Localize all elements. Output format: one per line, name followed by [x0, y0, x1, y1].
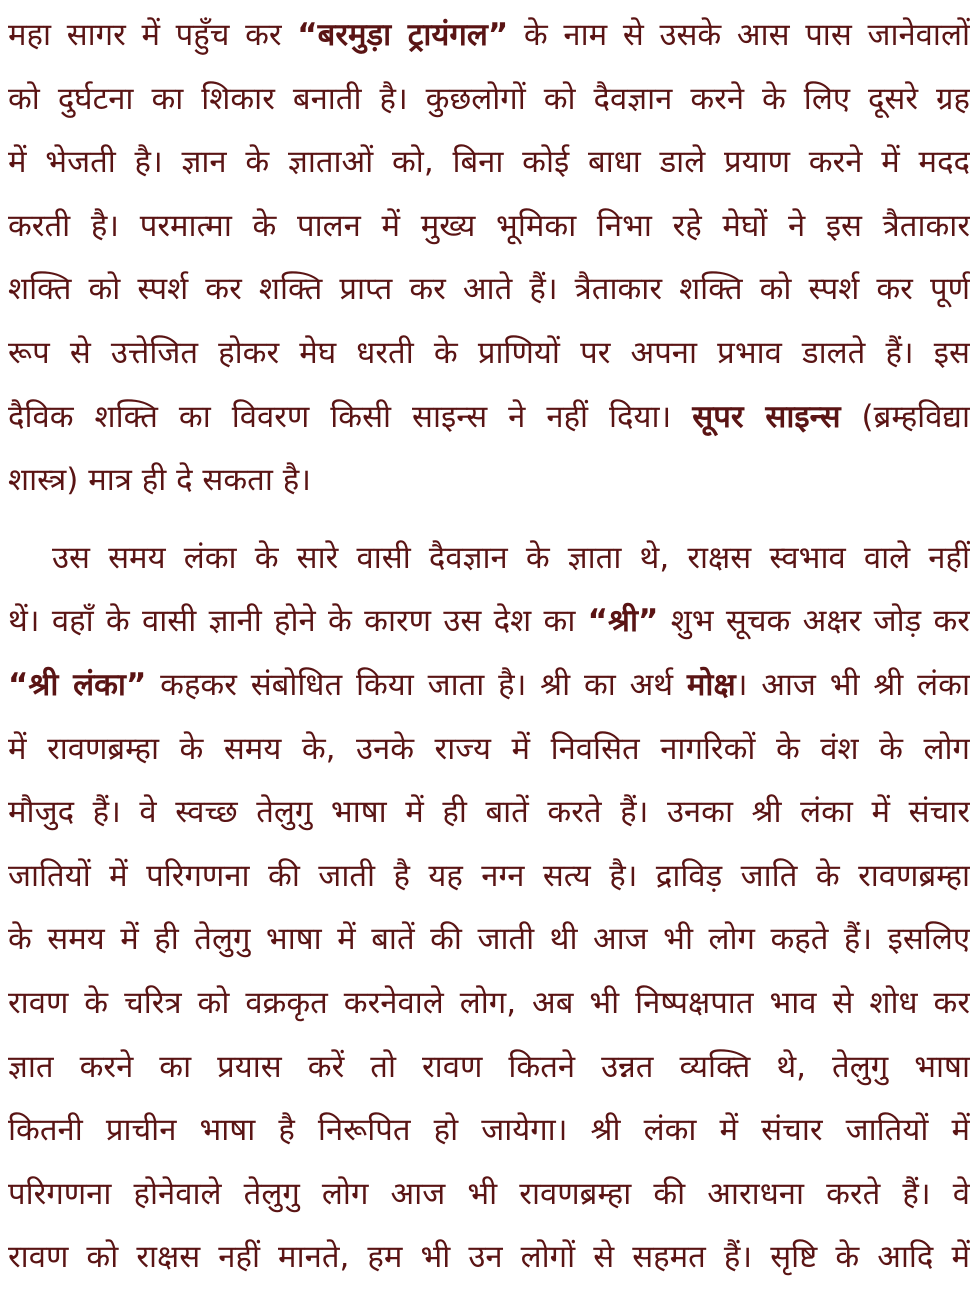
text-line: रावण के चरित्र को वक्रकृत करनेवाले लोग, अब भी निष्पक्षपात भाव से शोध कर: [8, 984, 970, 1021]
text-line: [8, 386, 970, 450]
text-line: [8, 590, 970, 654]
text-span: । आज भी श्री लंका: [735, 666, 970, 703]
text-span: थें। वहाँ के वासी ज्ञानी होने के कारण उस देश का: [8, 603, 588, 640]
text-span: दैविक शक्ति का विवरण किसी साइन्स ने नहीं दिया।: [8, 398, 693, 435]
text-line: परिगणना होनेवाले तेलुगु लोग आज भी रावणब्रम्हा की आराधना करते हैं। वे: [8, 1175, 970, 1212]
text-line: को दुर्घटना का शिकार बनाती है। कुछलोगों को दैवज्ञान करने के लिए दूसरे ग्रह: [8, 80, 970, 117]
text-line: करती है। परमात्मा के पालन में मुख्य भूमिका निभा रहे मेघों ने इस त्रैताकार: [8, 207, 970, 244]
text-line: शक्ति को स्पर्श कर शक्ति प्राप्त कर आते हैं। त्रैताकार शक्ति को स्पर्श कर पूर्ण: [8, 271, 970, 308]
bold-term-bermuda-triangle: “बरमुड़ा ट्रायंगल”: [297, 17, 509, 53]
text-span: कहकर संबोधित किया जाता है। श्री का अर्थ: [146, 666, 687, 703]
text-line: [8, 654, 970, 718]
bold-term-moksha: मोक्ष: [686, 666, 736, 703]
text-line: जातियों में परिगणना की जाती है यह नग्न सत्य है। द्राविड़ जाति के रावणब्रम्हा: [8, 857, 970, 894]
paragraph-lanka: [8, 527, 970, 1290]
text-span: (ब्रम्हविद्या: [840, 398, 970, 435]
text-line: के समय में ही तेलुगु भाषा में बातें की जाती थी आज भी लोग कहते हैं। इसलिए: [8, 921, 970, 958]
text-span: महा सागर में पहुँच कर: [8, 17, 298, 53]
text-line: में रावणब्रम्हा के समय के, उनके राज्य में निवसित नागरिकों के वंश के लोग: [8, 730, 970, 767]
text-line-indented: उस समय लंका के सारे वासी दैवज्ञान के ज्ञाता थे, राक्षस स्वभाव वाले नहीं: [52, 539, 970, 576]
paragraph-bermuda: [8, 4, 970, 513]
text-line: रूप से उत्तेजित होकर मेघ धरती के प्राणियों पर अपना प्रभाव डालते हैं। इस: [8, 334, 970, 371]
text-line-last: शास्त्र) मात्र ही दे सकता है।: [8, 462, 311, 499]
paragraph-gap: [8, 513, 970, 527]
bold-term-super-science: सूपर साइन्स: [692, 398, 841, 435]
document-page: [8, 4, 970, 1290]
text-span: के नाम से उसके आस पास जानेवालों: [508, 17, 970, 53]
bold-term-shri: “श्री”: [587, 603, 659, 640]
text-line: में भेजती है। ज्ञान के ज्ञाताओं को, बिना कोई बाधा डाले प्रयाण करने में मदद: [8, 144, 970, 181]
text-line: रावण को राक्षस नहीं मानते, हम भी उन लोगों से सहमत हैं। सृष्टि के आदि में: [8, 1239, 970, 1276]
text-line: मौजुद हैं। वे स्वच्छ तेलुगु भाषा में ही बातें करते हैं। उनका श्री लंका में संचार: [8, 794, 970, 831]
text-span: शुभ सूचक अक्षर जोड़ कर: [658, 603, 970, 640]
bold-term-shri-lanka: “श्री लंका”: [8, 666, 147, 703]
text-line: [8, 4, 970, 68]
text-line: ज्ञात करने का प्रयास करें तो रावण कितने उन्नत व्यक्ति थे, तेलुगु भाषा: [8, 1048, 970, 1085]
text-line: कितनी प्राचीन भाषा है निरूपित हो जायेगा। श्री लंका में संचार जातियों में: [8, 1112, 970, 1149]
